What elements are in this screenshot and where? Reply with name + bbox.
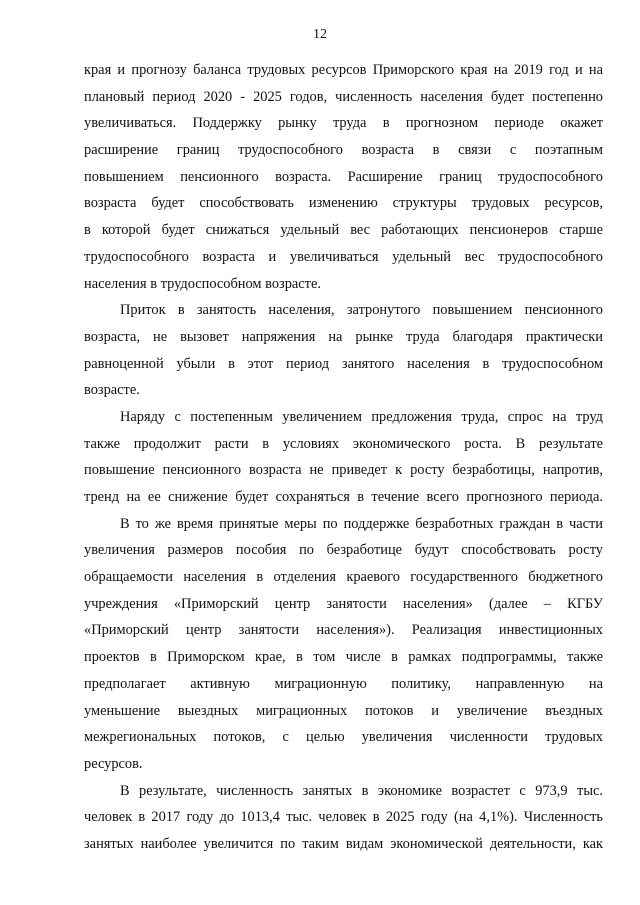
text-line: Наряду с постепенным увеличением предложения труда, спрос на труд xyxy=(120,408,603,425)
text-line: человек в 2017 году до 1013,4 тыс. человек в 2025 году (на 4,1%). Численность xyxy=(84,809,603,826)
text-line: В то же время принятые меры по поддержке безработных граждан в части xyxy=(120,515,603,532)
text-line: также продолжит расти в условиях экономического роста. В результате xyxy=(84,435,603,452)
text-line: проектов в Приморском крае, в том числе в рамках подпрограммы, также xyxy=(84,649,603,666)
text-line: повышение пенсионного возраста не приведет к росту безработицы, напротив, xyxy=(84,462,603,479)
text-line: трудоспособного возраста и увеличиваться удельный вес трудоспособного xyxy=(84,248,603,265)
text-line: ресурсов. xyxy=(84,755,143,772)
text-line: межрегиональных потоков, с целью увеличения численности трудовых xyxy=(84,729,603,746)
text-line: увеличения размеров пособия по безработице будут способствовать росту xyxy=(84,542,603,559)
text-line: края и прогнозу баланса трудовых ресурсов Приморского края на 2019 год и на xyxy=(84,62,603,78)
text-line: возраста, не вызовет напряжения на рынке труда благодаря практически xyxy=(84,328,603,345)
text-line: плановый период 2020 - 2025 годов, численность населения будет постепенно xyxy=(84,88,603,105)
text-line: «Приморский центр занятости населения»). Реализация инвестиционных xyxy=(84,622,603,639)
text-line: населения в трудоспособном возрасте. xyxy=(84,275,321,292)
text-line: повышением пенсионного возраста. Расширение границ трудоспособного xyxy=(84,168,603,185)
page-number: 12 xyxy=(313,27,327,42)
text-line: возрасте. xyxy=(84,382,140,399)
text-line: тренд на ее снижение будет сохраняться в течение всего прогнозного периода. xyxy=(84,489,603,505)
text-line: уменьшение выездных миграционных потоков и увеличение въездных xyxy=(84,702,603,719)
text-line: предполагает активную миграционную политику, направленную на xyxy=(84,675,603,692)
text-line: обращаемости населения в отделения краевого государственного бюджетного xyxy=(84,569,603,586)
text-line: В результате, численность занятых в экономике возрастет с 973,9 тыс. xyxy=(120,782,603,799)
text-line: Приток в занятость населения, затронутого повышением пенсионного xyxy=(120,302,603,319)
text-line: возраста будет способствовать изменению структуры трудовых ресурсов, xyxy=(84,195,603,212)
text-line: в которой будет снижаться удельный вес работающих пенсионеров старше xyxy=(84,222,603,239)
body-text xyxy=(84,57,603,858)
text-line: занятых наиболее увеличится по таким видам экономической деятельности, как xyxy=(84,835,603,852)
text-line: увеличиваться. Поддержку рынку труда в прогнозном периоде окажет xyxy=(84,115,603,132)
text-line: расширение границ трудоспособного возраста в связи с поэтапным xyxy=(84,142,603,159)
text-line: учреждения «Приморский центр занятости населения» (далее – КГБУ xyxy=(84,595,603,612)
text-line: равноценной убыли в этот период занятого населения в трудоспособном xyxy=(84,355,603,372)
